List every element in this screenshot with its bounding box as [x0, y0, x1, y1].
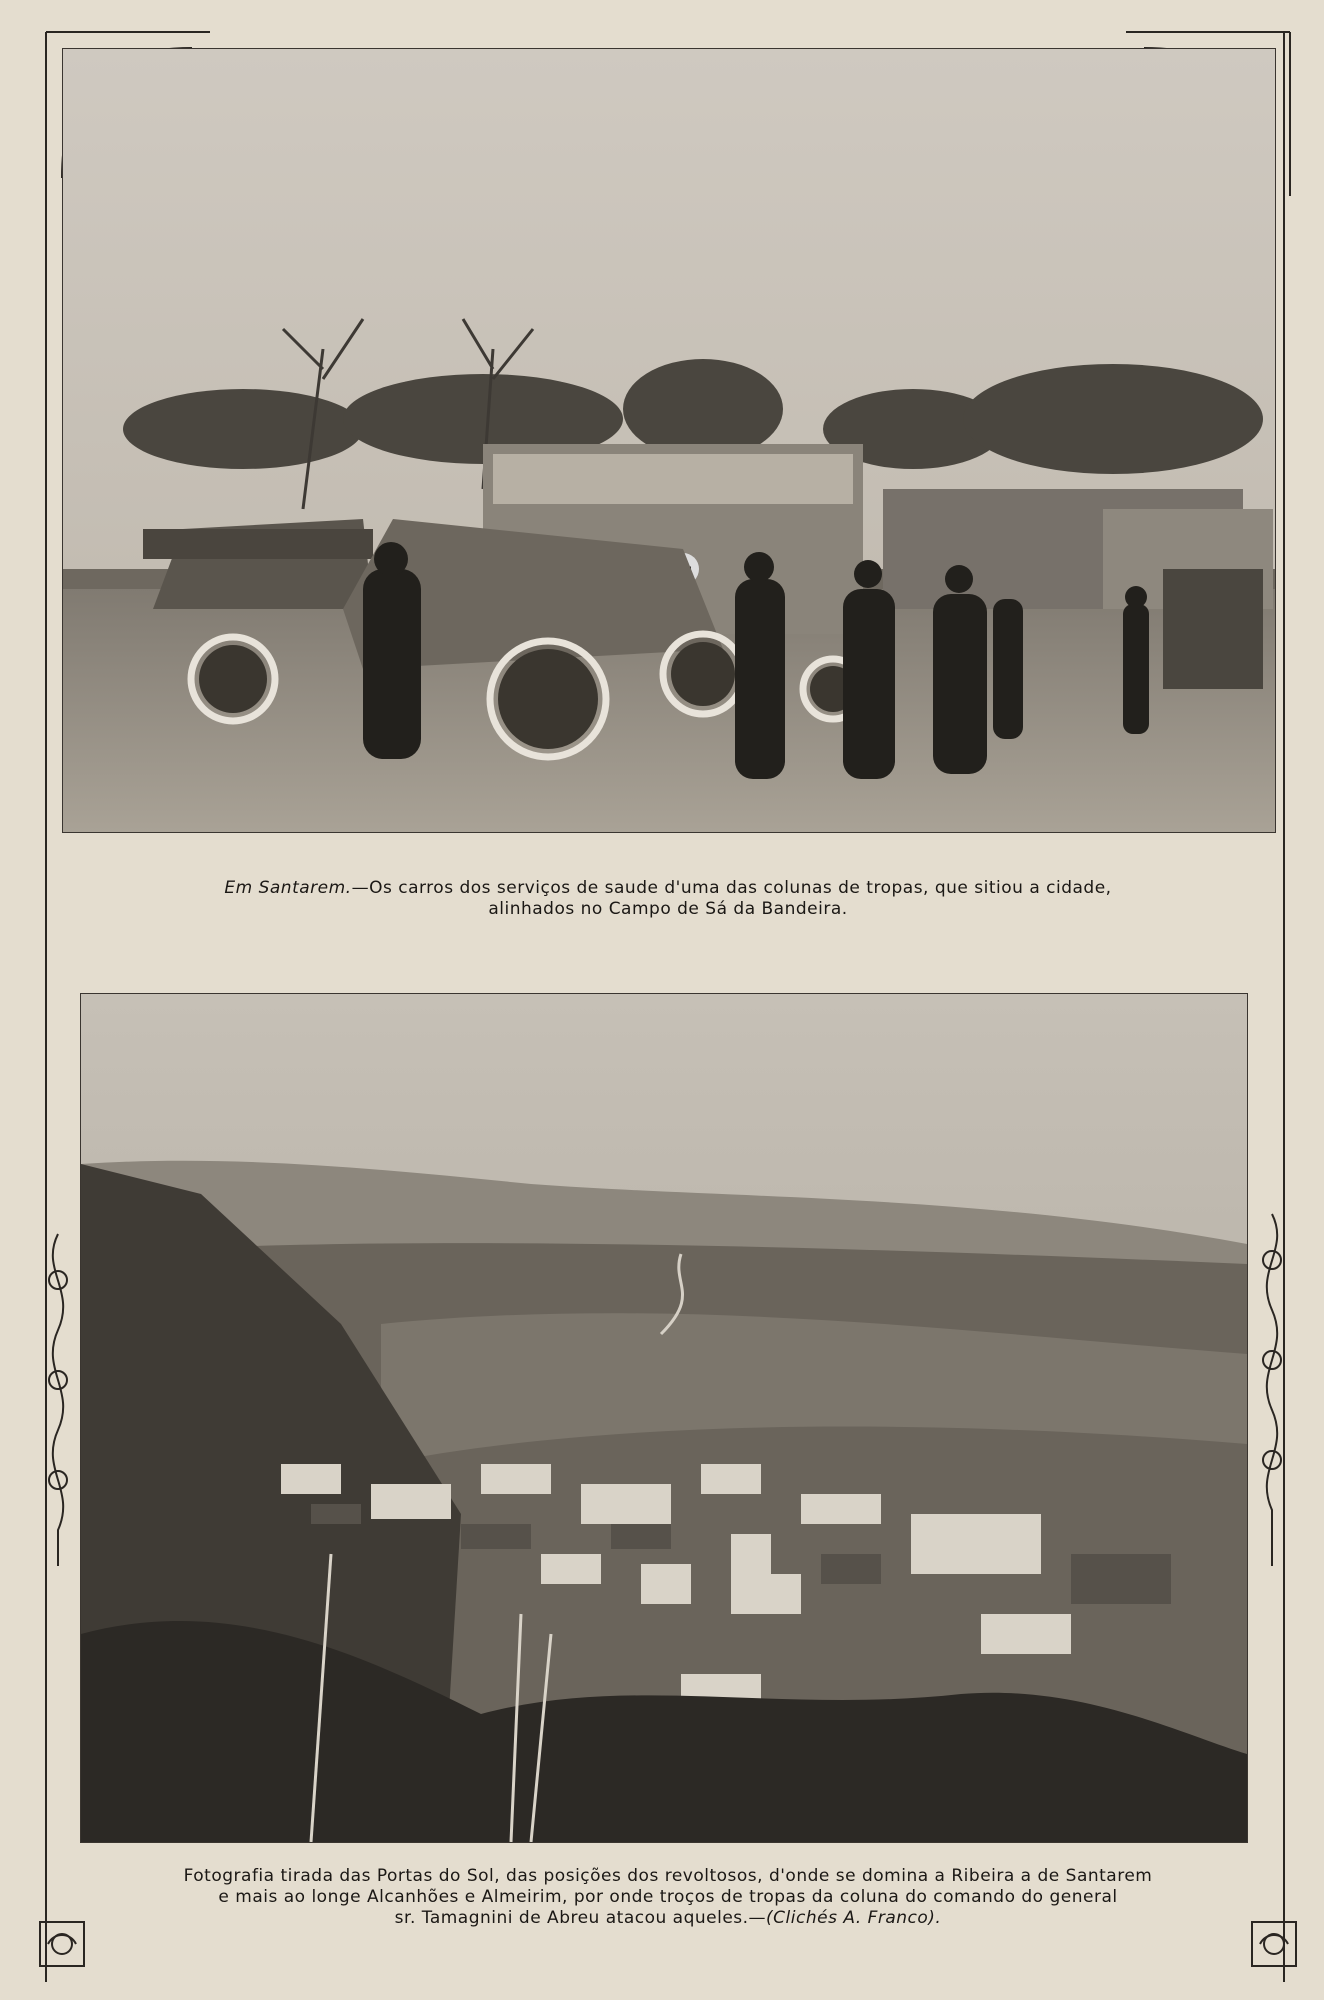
photo-ribeira-santarem — [80, 993, 1248, 1843]
top-caption — [62, 878, 1274, 920]
bottom-caption — [62, 1866, 1274, 1929]
bottom-caption-line-2: e mais ao longe Alcanhões e Almeirim, por onde troços de tropas da coluna do comando do general — [218, 1887, 1118, 1907]
side-ornament-left — [36, 1230, 80, 1570]
bottom-caption-line-3 — [62, 1908, 1274, 1929]
top-caption-line-2: alinhados no Campo de Sá da Bandeira. — [488, 899, 848, 919]
side-ornament-right — [1250, 1210, 1294, 1570]
top-caption-place: Em Santarem. — [224, 878, 352, 898]
top-caption-line-1 — [62, 878, 1274, 899]
bottom-caption-line-1: Fotografia tirada das Portas do Sol, das posições dos revoltosos, d'onde se domina a Ribeira a de Santarem — [183, 1866, 1153, 1886]
top-caption-text: —Os carros dos serviços de saude d'uma das colunas de tropas, que sitiou a cidade, — [351, 878, 1112, 898]
bottom-caption-credit: (Clichés A. Franco). — [766, 1908, 942, 1928]
photo-ambulance-cars — [62, 48, 1276, 833]
bottom-caption-text: sr. Tamagnini de Abreu atacou aqueles.— — [394, 1908, 767, 1928]
